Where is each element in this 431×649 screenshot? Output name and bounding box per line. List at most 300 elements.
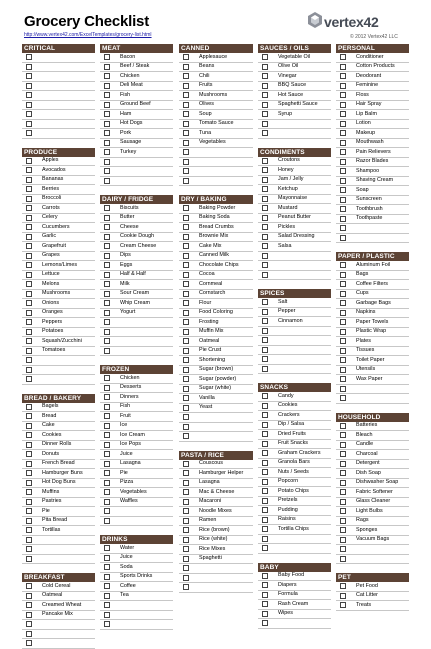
checkbox[interactable]	[104, 224, 110, 230]
checkbox[interactable]	[104, 178, 110, 184]
checkbox[interactable]	[26, 423, 32, 429]
checkbox[interactable]	[183, 499, 189, 505]
checklist-item[interactable]	[100, 611, 173, 621]
checklist-item[interactable]	[22, 82, 95, 92]
checklist-item[interactable]	[22, 120, 95, 130]
checkbox[interactable]	[183, 405, 189, 411]
checkbox[interactable]	[104, 54, 110, 60]
checkbox[interactable]	[26, 546, 32, 552]
checklist-item[interactable]	[336, 271, 409, 281]
checkbox[interactable]	[26, 205, 32, 211]
checklist-item[interactable]	[258, 544, 331, 554]
checkbox[interactable]	[104, 64, 110, 70]
checkbox[interactable]	[340, 262, 346, 268]
checklist-item[interactable]	[22, 441, 95, 451]
checklist-item[interactable]	[22, 223, 95, 233]
checklist-item[interactable]	[336, 536, 409, 546]
checklist-item[interactable]	[336, 545, 409, 555]
checklist-item[interactable]	[258, 308, 331, 318]
checkbox[interactable]	[26, 583, 32, 589]
checkbox[interactable]	[340, 602, 346, 608]
checklist-item[interactable]	[100, 374, 173, 384]
checklist-item[interactable]	[179, 233, 253, 243]
checklist-item[interactable]	[100, 412, 173, 422]
checklist-item[interactable]	[179, 252, 253, 262]
checklist-item[interactable]	[22, 166, 95, 176]
checkbox[interactable]	[262, 601, 268, 607]
checklist-item[interactable]	[22, 517, 95, 527]
checkbox[interactable]	[104, 394, 110, 400]
checkbox[interactable]	[262, 450, 268, 456]
checkbox[interactable]	[183, 367, 189, 373]
checkbox[interactable]	[183, 584, 189, 590]
checkbox[interactable]	[262, 234, 268, 240]
checkbox[interactable]	[340, 527, 346, 533]
checkbox[interactable]	[183, 546, 189, 552]
checklist-item[interactable]	[258, 204, 331, 214]
checklist-item[interactable]	[336, 129, 409, 139]
checklist-item[interactable]	[22, 356, 95, 366]
checkbox[interactable]	[26, 499, 32, 505]
checklist-item[interactable]	[258, 261, 331, 271]
checkbox[interactable]	[183, 205, 189, 211]
checklist-item[interactable]	[336, 110, 409, 120]
checkbox[interactable]	[262, 309, 268, 315]
checkbox[interactable]	[26, 300, 32, 306]
checklist-item[interactable]	[258, 392, 331, 402]
checkbox[interactable]	[340, 329, 346, 335]
checkbox[interactable]	[26, 215, 32, 221]
checklist-item[interactable]	[336, 469, 409, 479]
checklist-item[interactable]	[179, 356, 253, 366]
checkbox[interactable]	[183, 470, 189, 476]
checklist-item[interactable]	[258, 120, 331, 130]
checklist-item[interactable]	[258, 233, 331, 243]
checklist-item[interactable]	[22, 555, 95, 565]
checklist-item[interactable]	[336, 167, 409, 177]
template-url-link[interactable]: http://www.vertex42.com/ExcelTemplates/grocery-list.html	[24, 32, 152, 38]
checklist-item[interactable]	[258, 600, 331, 610]
checkbox[interactable]	[262, 337, 268, 343]
checklist-item[interactable]	[22, 592, 95, 602]
checkbox[interactable]	[262, 253, 268, 259]
checklist-item[interactable]	[179, 498, 253, 508]
checkbox[interactable]	[104, 602, 110, 608]
checklist-item[interactable]	[336, 582, 409, 592]
checkbox[interactable]	[26, 177, 32, 183]
checkbox[interactable]	[26, 556, 32, 562]
checklist-item[interactable]	[22, 630, 95, 640]
checklist-item[interactable]	[22, 91, 95, 101]
checklist-item[interactable]	[336, 196, 409, 206]
checklist-item[interactable]	[258, 449, 331, 459]
checklist-item[interactable]	[22, 526, 95, 536]
checkbox[interactable]	[340, 83, 346, 89]
checkbox[interactable]	[26, 291, 32, 297]
checkbox[interactable]	[183, 338, 189, 344]
checkbox[interactable]	[104, 253, 110, 259]
checkbox[interactable]	[104, 442, 110, 448]
checklist-item[interactable]	[100, 517, 173, 527]
checklist-item[interactable]	[100, 450, 173, 460]
checkbox[interactable]	[262, 262, 268, 268]
checklist-item[interactable]	[336, 205, 409, 215]
checklist-item[interactable]	[179, 129, 253, 139]
checklist-item[interactable]	[179, 423, 253, 433]
checklist-item[interactable]	[22, 261, 95, 271]
checklist-item[interactable]	[22, 337, 95, 347]
checkbox[interactable]	[262, 205, 268, 211]
checkbox[interactable]	[183, 376, 189, 382]
checkbox[interactable]	[104, 404, 110, 410]
checkbox[interactable]	[26, 480, 32, 486]
checklist-item[interactable]	[258, 214, 331, 224]
checkbox[interactable]	[26, 518, 32, 524]
checkbox[interactable]	[340, 225, 346, 231]
checkbox[interactable]	[340, 102, 346, 108]
checkbox[interactable]	[183, 329, 189, 335]
checkbox[interactable]	[104, 583, 110, 589]
checkbox[interactable]	[340, 206, 346, 212]
checklist-item[interactable]	[179, 101, 253, 111]
checkbox[interactable]	[104, 338, 110, 344]
checklist-item[interactable]	[258, 411, 331, 421]
checkbox[interactable]	[104, 300, 110, 306]
checklist-item[interactable]	[100, 384, 173, 394]
checkbox[interactable]	[104, 348, 110, 354]
checklist-item[interactable]	[100, 441, 173, 451]
checklist-item[interactable]	[22, 157, 95, 167]
checkbox[interactable]	[104, 461, 110, 467]
checkbox[interactable]	[340, 367, 346, 373]
checkbox[interactable]	[262, 431, 268, 437]
checklist-item[interactable]	[179, 290, 253, 300]
checkbox[interactable]	[183, 54, 189, 60]
checklist-item[interactable]	[22, 536, 95, 546]
checklist-item[interactable]	[336, 261, 409, 271]
checkbox[interactable]	[26, 367, 32, 373]
checkbox[interactable]	[262, 130, 268, 136]
checklist-item[interactable]	[100, 498, 173, 508]
checklist-item[interactable]	[179, 309, 253, 319]
checkbox[interactable]	[26, 243, 32, 249]
checklist-item[interactable]	[100, 271, 173, 281]
checklist-item[interactable]	[22, 620, 95, 630]
checkbox[interactable]	[262, 573, 268, 579]
checklist-item[interactable]	[258, 440, 331, 450]
checkbox[interactable]	[183, 291, 189, 297]
checkbox[interactable]	[26, 310, 32, 316]
checklist-item[interactable]	[22, 290, 95, 300]
checkbox[interactable]	[26, 621, 32, 627]
checklist-item[interactable]	[258, 535, 331, 545]
checklist-item[interactable]	[100, 63, 173, 73]
checkbox[interactable]	[340, 432, 346, 438]
checkbox[interactable]	[26, 196, 32, 202]
checklist-item[interactable]	[22, 233, 95, 243]
checklist-item[interactable]	[336, 280, 409, 290]
checklist-item[interactable]	[22, 450, 95, 460]
checklist-item[interactable]	[22, 431, 95, 441]
checklist-item[interactable]	[22, 101, 95, 111]
checkbox[interactable]	[340, 442, 346, 448]
checkbox[interactable]	[26, 73, 32, 79]
checkbox[interactable]	[104, 413, 110, 419]
checklist-item[interactable]	[179, 432, 253, 442]
checklist-item[interactable]	[22, 309, 95, 319]
checkbox[interactable]	[340, 461, 346, 467]
checklist-item[interactable]	[336, 526, 409, 536]
checkbox[interactable]	[262, 83, 268, 89]
checkbox[interactable]	[26, 640, 32, 646]
checkbox[interactable]	[26, 348, 32, 354]
checkbox[interactable]	[183, 140, 189, 146]
checkbox[interactable]	[183, 537, 189, 543]
checkbox[interactable]	[183, 433, 189, 439]
checklist-item[interactable]	[258, 252, 331, 262]
checklist-item[interactable]	[336, 82, 409, 92]
checklist-item[interactable]	[179, 337, 253, 347]
checkbox[interactable]	[183, 64, 189, 70]
checkbox[interactable]	[262, 488, 268, 494]
checklist-item[interactable]	[22, 242, 95, 252]
checkbox[interactable]	[262, 536, 268, 542]
checklist-item[interactable]	[258, 468, 331, 478]
checklist-item[interactable]	[336, 356, 409, 366]
checklist-item[interactable]	[336, 318, 409, 328]
checkbox[interactable]	[183, 357, 189, 363]
checklist-item[interactable]	[179, 242, 253, 252]
checkbox[interactable]	[26, 64, 32, 70]
checklist-item[interactable]	[336, 450, 409, 460]
checklist-item[interactable]	[336, 385, 409, 395]
checkbox[interactable]	[26, 527, 32, 533]
checklist-item[interactable]	[258, 610, 331, 620]
checklist-item[interactable]	[336, 488, 409, 498]
checkbox[interactable]	[340, 140, 346, 146]
checkbox[interactable]	[26, 83, 32, 89]
checkbox[interactable]	[183, 121, 189, 127]
checkbox[interactable]	[104, 375, 110, 381]
checkbox[interactable]	[26, 631, 32, 637]
checkbox[interactable]	[262, 620, 268, 626]
checkbox[interactable]	[183, 253, 189, 259]
checklist-item[interactable]	[258, 487, 331, 497]
checklist-item[interactable]	[336, 592, 409, 602]
checklist-item[interactable]	[100, 431, 173, 441]
checkbox[interactable]	[104, 423, 110, 429]
checklist-item[interactable]	[258, 459, 331, 469]
checkbox[interactable]	[262, 422, 268, 428]
checkbox[interactable]	[262, 186, 268, 192]
checkbox[interactable]	[26, 234, 32, 240]
checkbox[interactable]	[340, 272, 346, 278]
checklist-item[interactable]	[100, 488, 173, 498]
checklist-item[interactable]	[336, 72, 409, 82]
checklist-item[interactable]	[100, 129, 173, 139]
checklist-item[interactable]	[258, 195, 331, 205]
checkbox[interactable]	[262, 507, 268, 513]
checklist-item[interactable]	[22, 129, 95, 139]
checklist-item[interactable]	[179, 583, 253, 593]
checklist-item[interactable]	[22, 328, 95, 338]
checkbox[interactable]	[26, 413, 32, 419]
checkbox[interactable]	[183, 310, 189, 316]
checklist-item[interactable]	[258, 516, 331, 526]
checkbox[interactable]	[104, 291, 110, 297]
checklist-item[interactable]	[258, 91, 331, 101]
checkbox[interactable]	[183, 489, 189, 495]
checkbox[interactable]	[183, 319, 189, 325]
checkbox[interactable]	[262, 215, 268, 221]
checklist-item[interactable]	[179, 469, 253, 479]
checklist-item[interactable]	[22, 498, 95, 508]
checklist-item[interactable]	[100, 223, 173, 233]
checklist-item[interactable]	[179, 177, 253, 187]
checkbox[interactable]	[183, 234, 189, 240]
checkbox[interactable]	[340, 64, 346, 70]
checklist-item[interactable]	[179, 82, 253, 92]
checklist-item[interactable]	[179, 507, 253, 517]
checklist-item[interactable]	[179, 63, 253, 73]
checklist-item[interactable]	[179, 536, 253, 546]
checkbox[interactable]	[262, 356, 268, 362]
checkbox[interactable]	[262, 366, 268, 372]
checklist-item[interactable]	[22, 601, 95, 611]
checkbox[interactable]	[183, 73, 189, 79]
checklist-item[interactable]	[100, 280, 173, 290]
checklist-item[interactable]	[336, 101, 409, 111]
checklist-item[interactable]	[100, 214, 173, 224]
checklist-item[interactable]	[258, 72, 331, 82]
checkbox[interactable]	[340, 92, 346, 98]
checklist-item[interactable]	[258, 82, 331, 92]
checklist-item[interactable]	[336, 347, 409, 357]
checklist-item[interactable]	[336, 224, 409, 234]
checkbox[interactable]	[104, 234, 110, 240]
checkbox[interactable]	[262, 318, 268, 324]
checkbox[interactable]	[26, 329, 32, 335]
checklist-item[interactable]	[258, 63, 331, 73]
checkbox[interactable]	[262, 393, 268, 399]
checklist-item[interactable]	[179, 375, 253, 385]
checklist-item[interactable]	[179, 110, 253, 120]
checkbox[interactable]	[26, 602, 32, 608]
checklist-item[interactable]	[258, 271, 331, 281]
checklist-item[interactable]	[258, 525, 331, 535]
checkbox[interactable]	[340, 451, 346, 457]
checklist-item[interactable]	[22, 479, 95, 489]
checkbox[interactable]	[262, 460, 268, 466]
checkbox[interactable]	[262, 158, 268, 164]
checklist-item[interactable]	[22, 195, 95, 205]
checklist-item[interactable]	[22, 53, 95, 63]
checkbox[interactable]	[26, 489, 32, 495]
checkbox[interactable]	[104, 319, 110, 325]
checklist-item[interactable]	[100, 573, 173, 583]
checkbox[interactable]	[183, 83, 189, 89]
checkbox[interactable]	[340, 480, 346, 486]
checkbox[interactable]	[262, 592, 268, 598]
checklist-item[interactable]	[179, 204, 253, 214]
checklist-item[interactable]	[179, 404, 253, 414]
checkbox[interactable]	[26, 537, 32, 543]
checklist-item[interactable]	[100, 337, 173, 347]
checkbox[interactable]	[340, 310, 346, 316]
checkbox[interactable]	[262, 441, 268, 447]
checkbox[interactable]	[183, 159, 189, 165]
checklist-item[interactable]	[336, 299, 409, 309]
checklist-item[interactable]	[100, 177, 173, 187]
checkbox[interactable]	[340, 159, 346, 165]
checkbox[interactable]	[262, 479, 268, 485]
checklist-item[interactable]	[100, 318, 173, 328]
checklist-item[interactable]	[336, 177, 409, 187]
checkbox[interactable]	[262, 299, 268, 305]
checklist-item[interactable]	[179, 223, 253, 233]
checklist-item[interactable]	[258, 166, 331, 176]
checkbox[interactable]	[183, 556, 189, 562]
checkbox[interactable]	[340, 423, 346, 429]
checklist-item[interactable]	[100, 101, 173, 111]
checklist-item[interactable]	[22, 545, 95, 555]
checklist-item[interactable]	[258, 129, 331, 139]
checkbox[interactable]	[26, 92, 32, 98]
checkbox[interactable]	[262, 121, 268, 127]
checklist-item[interactable]	[100, 393, 173, 403]
checklist-item[interactable]	[179, 214, 253, 224]
checkbox[interactable]	[183, 243, 189, 249]
checklist-item[interactable]	[100, 582, 173, 592]
checkbox[interactable]	[340, 593, 346, 599]
checkbox[interactable]	[183, 527, 189, 533]
checklist-item[interactable]	[22, 185, 95, 195]
checklist-item[interactable]	[336, 422, 409, 432]
checklist-item[interactable]	[336, 186, 409, 196]
checklist-item[interactable]	[179, 318, 253, 328]
checkbox[interactable]	[26, 376, 32, 382]
checkbox[interactable]	[262, 412, 268, 418]
checkbox[interactable]	[340, 489, 346, 495]
checkbox[interactable]	[340, 178, 346, 184]
checkbox[interactable]	[340, 508, 346, 514]
checkbox[interactable]	[26, 612, 32, 618]
checklist-item[interactable]	[179, 53, 253, 63]
checkbox[interactable]	[104, 574, 110, 580]
checklist-item[interactable]	[179, 347, 253, 357]
checkbox[interactable]	[340, 386, 346, 392]
checklist-item[interactable]	[179, 148, 253, 158]
checklist-item[interactable]	[100, 110, 173, 120]
checklist-item[interactable]	[258, 346, 331, 356]
checklist-item[interactable]	[22, 488, 95, 498]
checkbox[interactable]	[104, 168, 110, 174]
checkbox[interactable]	[183, 480, 189, 486]
checkbox[interactable]	[262, 611, 268, 617]
checklist-item[interactable]	[22, 280, 95, 290]
checklist-item[interactable]	[100, 91, 173, 101]
checklist-item[interactable]	[22, 204, 95, 214]
checklist-item[interactable]	[258, 242, 331, 252]
checklist-item[interactable]	[258, 336, 331, 346]
checklist-item[interactable]	[258, 591, 331, 601]
checkbox[interactable]	[183, 111, 189, 117]
checklist-item[interactable]	[336, 148, 409, 158]
checkbox[interactable]	[104, 121, 110, 127]
checklist-item[interactable]	[22, 176, 95, 186]
checkbox[interactable]	[340, 518, 346, 524]
checklist-item[interactable]	[336, 158, 409, 168]
